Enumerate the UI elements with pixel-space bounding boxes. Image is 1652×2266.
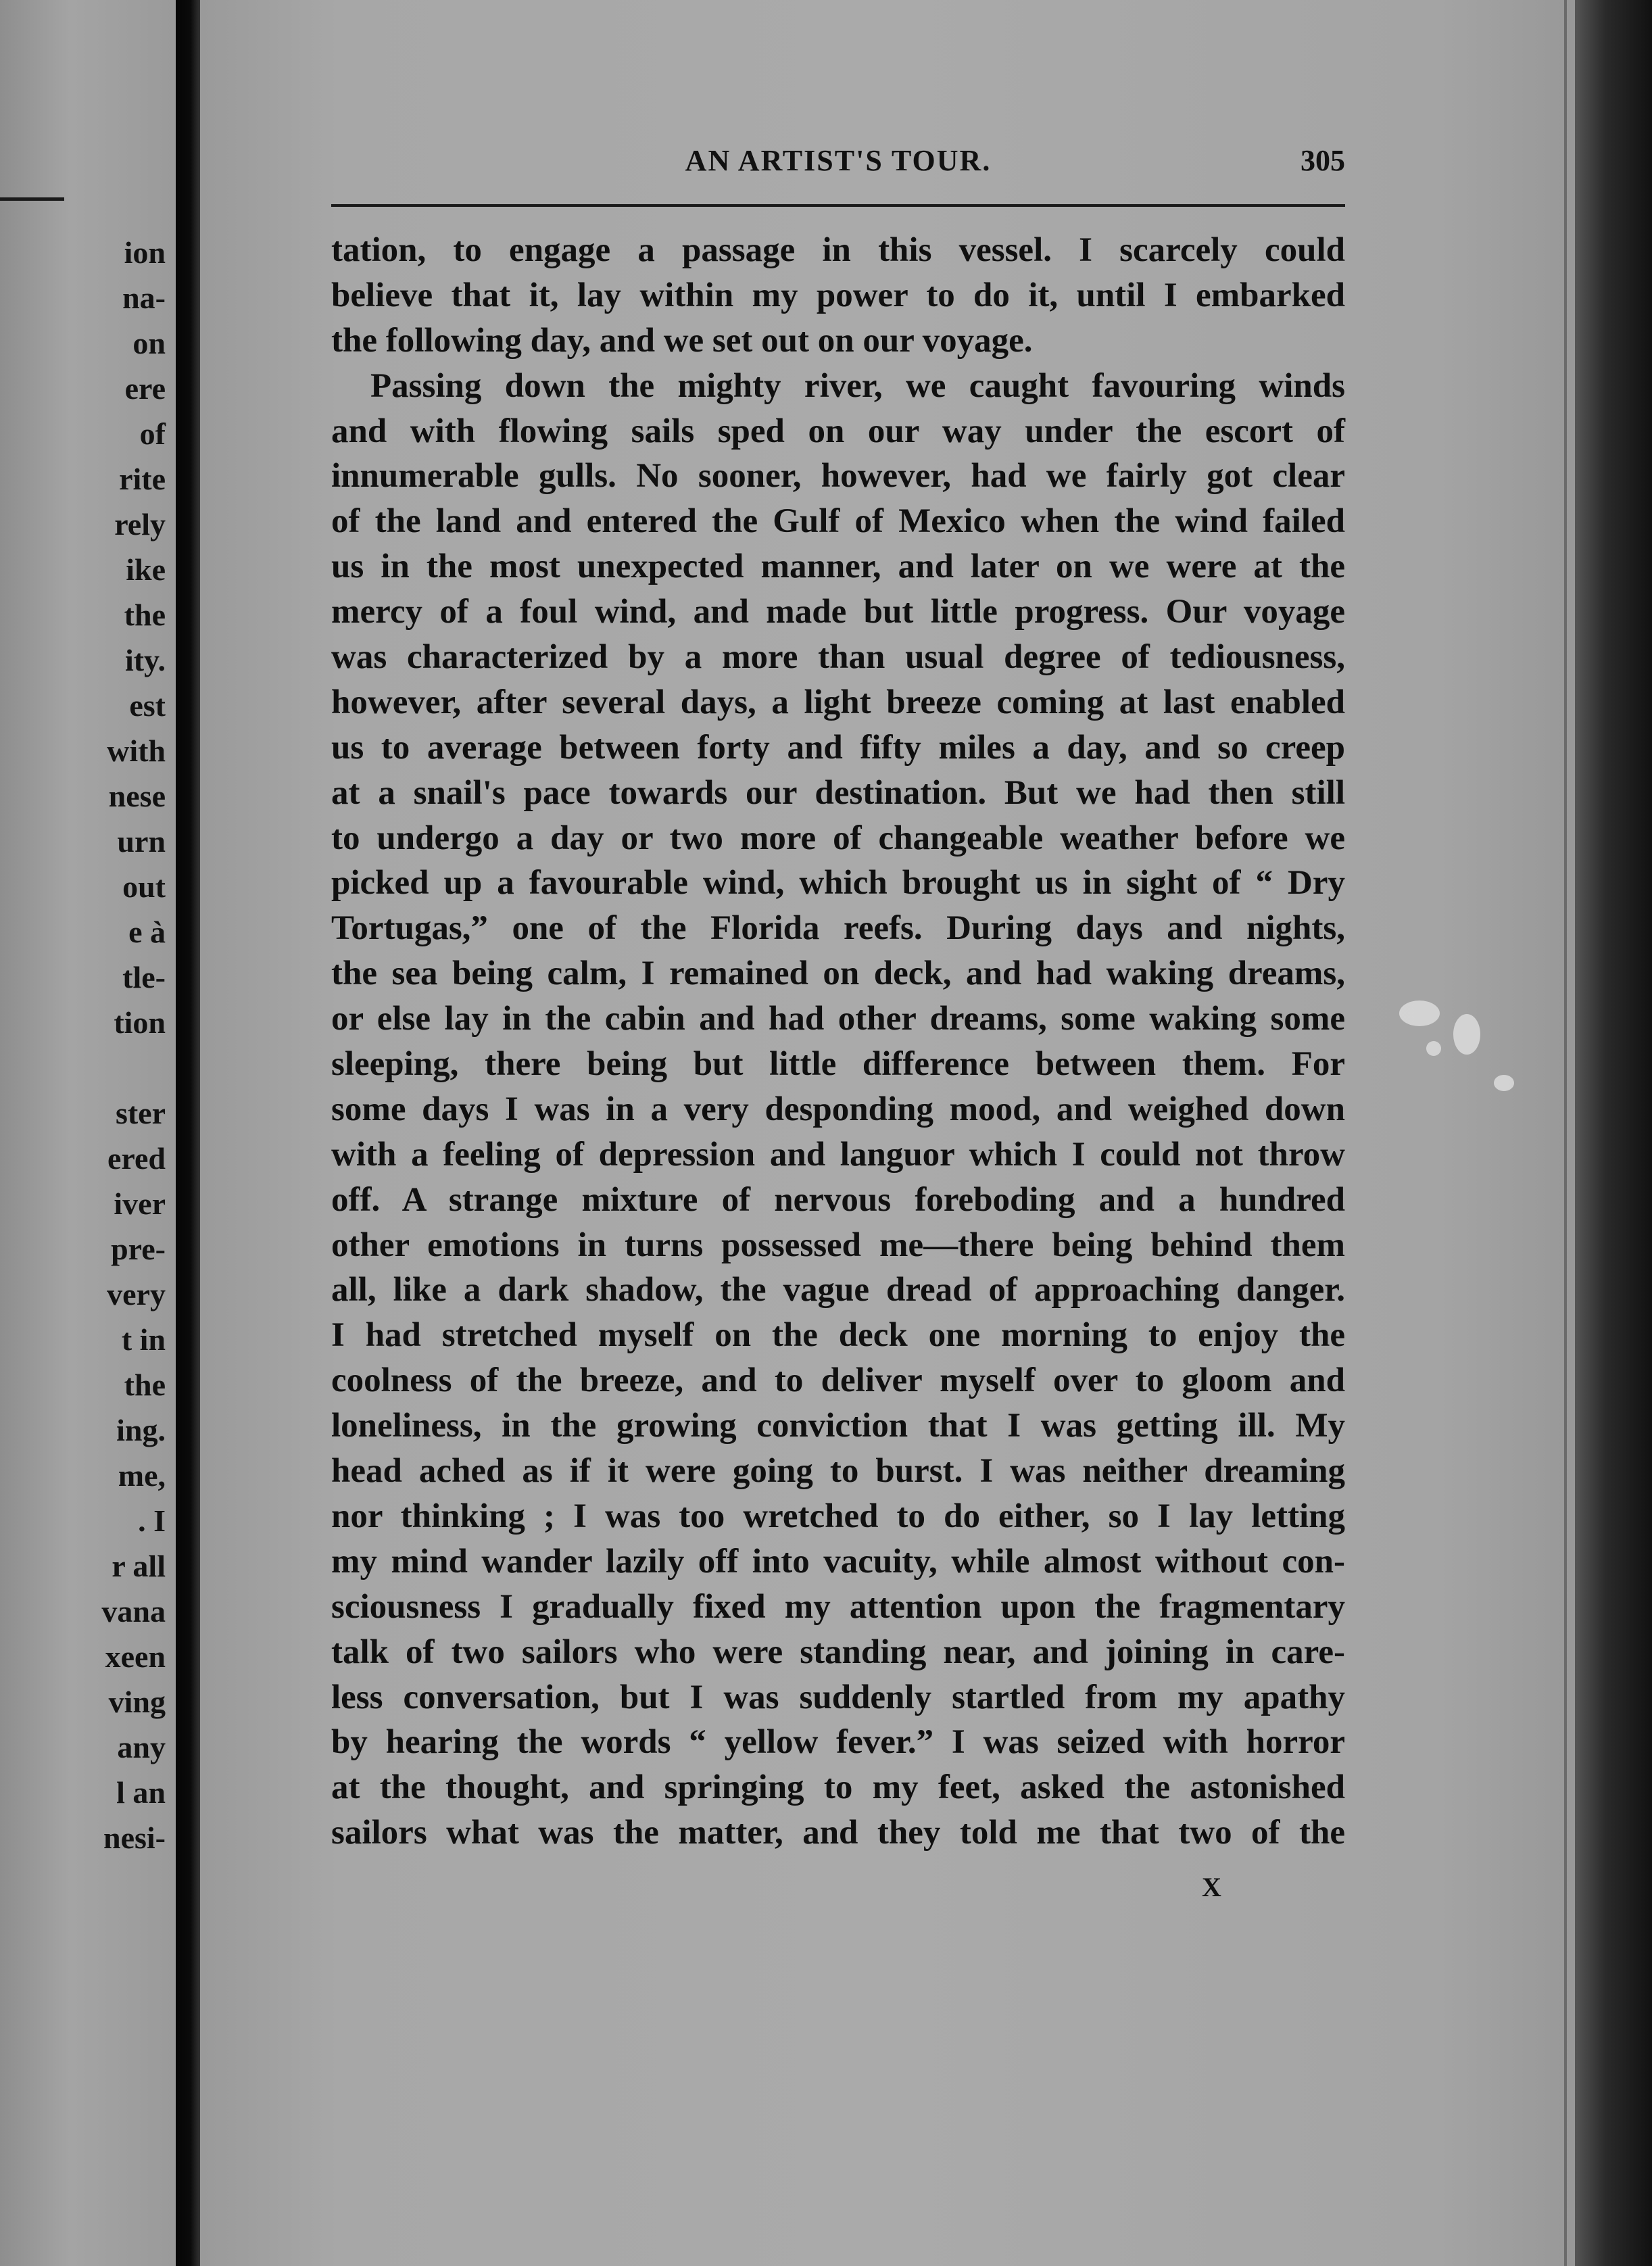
previous-page-line-fragment: pre- bbox=[111, 1232, 166, 1266]
previous-page-line-fragment: any bbox=[117, 1730, 166, 1764]
text-line: sailors what was the matter, and they told me that two of the bbox=[331, 1814, 1345, 1852]
text-line: or else lay in the cabin and had other dreams, some waking some bbox=[331, 1000, 1345, 1038]
previous-page-text bbox=[0, 230, 166, 1860]
text-line: nor thinking ; I was too wretched to do either, so I lay letting bbox=[331, 1497, 1345, 1535]
previous-page-line-fragment: of bbox=[139, 416, 166, 451]
previous-page-line-fragment: the bbox=[124, 1368, 166, 1402]
page-number: 305 bbox=[1301, 144, 1345, 177]
text-line: and with flowing sails sped on our way under the escort of bbox=[331, 412, 1345, 450]
scan-speck bbox=[1426, 1041, 1441, 1056]
previous-page-line-fragment: r all bbox=[112, 1549, 166, 1583]
previous-page-line-fragment: t in bbox=[121, 1322, 166, 1357]
previous-page-line-fragment: ion bbox=[124, 235, 166, 270]
text-line: some days I was in a very desponding mood, and weighed down bbox=[331, 1090, 1345, 1128]
text-line: Passing down the mighty river, we caught favouring winds bbox=[370, 366, 1345, 405]
text-line: us in the most unexpected manner, and later on we were at the bbox=[331, 548, 1345, 586]
previous-page-line-fragment: ike bbox=[126, 552, 166, 587]
text-line: other emotions in turns possessed me—there being behind them bbox=[331, 1226, 1345, 1264]
text-line: Tortugas,” one of the Florida reefs. During days and nights, bbox=[331, 909, 1345, 948]
previous-page-line-fragment: ity. bbox=[124, 643, 166, 677]
text-line: mercy of a foul wind, and made but little progress. Our voyage bbox=[331, 593, 1345, 631]
previous-page-rule bbox=[0, 197, 64, 201]
text-line: believe that it, lay within my power to do it, until I embarked bbox=[331, 276, 1345, 314]
text-line: with a feeling of depression and languor which I could not throw bbox=[331, 1135, 1345, 1174]
previous-page-line-fragment: iver bbox=[114, 1186, 166, 1221]
text-line: coolness of the breeze, and to deliver myself over to gloom and bbox=[331, 1361, 1345, 1400]
text-line: the sea being calm, I remained on deck, and had waking dreams, bbox=[331, 955, 1345, 993]
previous-page-line-fragment: nese bbox=[108, 779, 166, 813]
text-line: off. A strange mixture of nervous foreboding and a hundred bbox=[331, 1180, 1345, 1219]
previous-page-line-fragment: on bbox=[132, 326, 166, 360]
previous-page-line-fragment: urn bbox=[117, 824, 166, 859]
previous-page-line-fragment: ving bbox=[108, 1685, 166, 1719]
text-line: loneliness, in the growing conviction that I was getting ill. My bbox=[331, 1407, 1345, 1445]
previous-page-strip bbox=[0, 0, 176, 2266]
previous-page-line-fragment: vana bbox=[101, 1594, 166, 1629]
text-line: less conversation, but I was suddenly startled from my apathy bbox=[331, 1678, 1345, 1716]
text-line: of the land and entered the Gulf of Mexico when the wind failed bbox=[331, 502, 1345, 541]
previous-page-line-fragment: very bbox=[107, 1277, 166, 1311]
book-gutter bbox=[176, 0, 200, 2266]
scan-speck bbox=[1453, 1014, 1480, 1055]
previous-page-line-fragment bbox=[0, 1045, 166, 1090]
text-line: at the thought, and springing to my feet, asked the astonished bbox=[331, 1768, 1345, 1807]
page-edge bbox=[1564, 0, 1567, 2266]
scan-margin-right bbox=[1575, 0, 1652, 2266]
running-head-title: AN ARTIST'S TOUR. bbox=[685, 144, 992, 177]
body-text bbox=[331, 228, 1345, 1856]
previous-page-line-fragment: . I bbox=[138, 1503, 166, 1538]
scan-speck bbox=[1494, 1075, 1514, 1091]
previous-page-line-fragment: l an bbox=[116, 1775, 166, 1810]
text-line: sleeping, there being but little difference between them. For bbox=[331, 1045, 1345, 1084]
previous-page-line-fragment: rely bbox=[114, 507, 166, 541]
previous-page-line-fragment: nesi- bbox=[103, 1821, 166, 1855]
text-line: sciousness I gradually fixed my attention upon the fragmentary bbox=[331, 1587, 1345, 1626]
header-rule bbox=[331, 204, 1345, 207]
previous-page-line-fragment: me, bbox=[118, 1458, 166, 1493]
previous-page-line-fragment: na- bbox=[122, 281, 166, 315]
previous-page-line-fragment: est bbox=[129, 688, 166, 723]
previous-page-line-fragment: ster bbox=[115, 1096, 166, 1130]
text-line: I had stretched myself on the deck one morning to enjoy the bbox=[331, 1316, 1345, 1355]
previous-page-line-fragment: rite bbox=[119, 462, 166, 496]
text-line: picked up a favourable wind, which brought us in sight of “ Dry bbox=[331, 864, 1345, 902]
text-line: by hearing the words “ yellow fever.” I was seized with horror bbox=[331, 1723, 1345, 1762]
text-line: us to average between forty and fifty miles a day, and so creep bbox=[331, 728, 1345, 767]
text-line: was characterized by a more than usual degree of tediousness, bbox=[331, 638, 1345, 677]
text-line: the following day, and we set out on our voyage. bbox=[331, 321, 1033, 360]
signature-mark: X bbox=[1202, 1872, 1221, 1902]
previous-page-line-fragment: tion bbox=[114, 1005, 166, 1040]
text-line: innumerable gulls. No sooner, however, had we fairly got clear bbox=[331, 457, 1345, 496]
text-line: at a snail's pace towards our destination. But we had then still bbox=[331, 773, 1345, 812]
previous-page-line-fragment: xeen bbox=[105, 1639, 166, 1674]
previous-page-line-fragment: e à bbox=[128, 915, 166, 949]
text-line: talk of two sailors who were standing near, and joining in care- bbox=[331, 1633, 1345, 1671]
text-line: to undergo a day or two more of changeable weather before we bbox=[331, 819, 1345, 857]
text-line: however, after several days, a light breeze coming at last enabled bbox=[331, 683, 1345, 721]
previous-page-line-fragment: tle- bbox=[122, 960, 166, 994]
previous-page-line-fragment: ing. bbox=[116, 1413, 166, 1447]
text-line: head ached as if it were going to burst. I was neither dreaming bbox=[331, 1452, 1345, 1491]
text-line: my mind wander lazily off into vacuity, while almost without con- bbox=[331, 1542, 1345, 1581]
previous-page-line-fragment: out bbox=[122, 869, 166, 904]
previous-page-line-fragment: the bbox=[124, 598, 166, 632]
text-line: tation, to engage a passage in this vessel. I scarcely could bbox=[331, 231, 1345, 269]
running-head bbox=[331, 143, 1345, 191]
previous-page-line-fragment: with bbox=[107, 733, 166, 768]
previous-page-line-fragment: ered bbox=[107, 1141, 166, 1176]
text-line: all, like a dark shadow, the vague dread of approaching danger. bbox=[331, 1271, 1345, 1309]
previous-page-line-fragment: ere bbox=[124, 371, 166, 406]
scan-speck bbox=[1399, 1001, 1440, 1026]
